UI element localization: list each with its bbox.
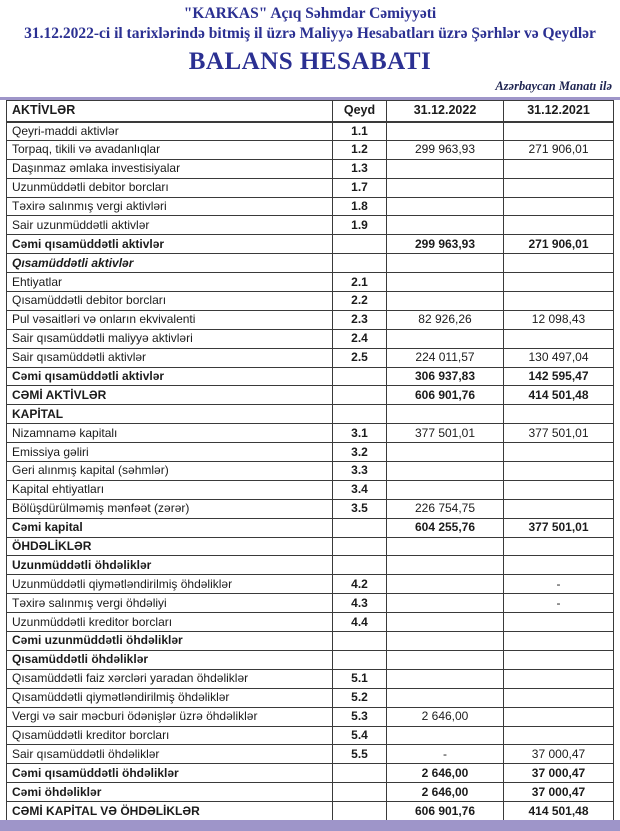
table-row bbox=[7, 632, 614, 651]
row-label-cell: Kapital ehtiyatları bbox=[7, 480, 333, 499]
qeyd-cell: 3.1 bbox=[333, 424, 387, 443]
row-label-cell: Təxirə salınmış vergi öhdəliyi bbox=[7, 594, 333, 613]
value-2021-cell bbox=[504, 480, 614, 499]
row-label-cell: Qısamüddətli debitor borcları bbox=[7, 292, 333, 311]
value-2022-cell bbox=[387, 669, 504, 688]
qeyd-cell bbox=[333, 556, 387, 575]
qeyd-cell: 2.5 bbox=[333, 348, 387, 367]
report-description: 31.12.2022-ci il tarixlərində bitmiş il üzrə Maliyyə Hesabatları üzrə Şərhlər və Qeydlər bbox=[24, 25, 596, 42]
value-2022-cell bbox=[387, 273, 504, 292]
value-2022-cell bbox=[387, 159, 504, 178]
row-label-cell: Uzunmüddətli debitor borcları bbox=[7, 178, 333, 197]
table-row bbox=[7, 216, 614, 235]
currency-note: Azərbaycan Manatı ilə bbox=[495, 79, 612, 93]
qeyd-cell: 4.3 bbox=[333, 594, 387, 613]
value-2021-cell bbox=[504, 632, 614, 651]
row-label-cell: Uzunmüddətli qiymətləndirilmiş öhdəliklər bbox=[7, 575, 333, 594]
value-2021-cell: 377 501,01 bbox=[504, 518, 614, 537]
value-2021-cell bbox=[504, 537, 614, 556]
qeyd-cell: 3.4 bbox=[333, 480, 387, 499]
qeyd-cell: 2.2 bbox=[333, 292, 387, 311]
value-2022-cell bbox=[387, 613, 504, 632]
value-2021-cell: 130 497,04 bbox=[504, 348, 614, 367]
column-header-qeyd: Qeyd bbox=[333, 101, 387, 122]
value-2021-cell bbox=[504, 216, 614, 235]
qeyd-cell: 1.1 bbox=[333, 122, 387, 141]
value-2022-cell: 82 926,26 bbox=[387, 310, 504, 329]
qeyd-cell: 1.9 bbox=[333, 216, 387, 235]
qeyd-cell bbox=[333, 254, 387, 273]
row-label-cell: Sair qısamüddətli öhdəliklər bbox=[7, 745, 333, 764]
row-label-cell: Qısamüddətli faiz xərcləri yaradan öhdəliklər bbox=[7, 669, 333, 688]
value-2022-cell: 2 646,00 bbox=[387, 783, 504, 802]
row-label-cell: Qısamüddətli kreditor borcları bbox=[7, 726, 333, 745]
column-header-aktivler: AKTİVLƏR bbox=[7, 101, 333, 122]
table-row bbox=[7, 499, 614, 518]
table-row bbox=[7, 764, 614, 783]
qeyd-cell bbox=[333, 405, 387, 424]
row-label-cell: Geri alınmış kapital (səhmlər) bbox=[7, 462, 333, 481]
qeyd-cell: 3.3 bbox=[333, 462, 387, 481]
value-2021-cell bbox=[504, 405, 614, 424]
value-2022-cell bbox=[387, 537, 504, 556]
value-2021-cell bbox=[504, 254, 614, 273]
table-row bbox=[7, 348, 614, 367]
table-row bbox=[7, 159, 614, 178]
table-row bbox=[7, 254, 614, 273]
value-2021-cell: - bbox=[504, 594, 614, 613]
qeyd-cell: 3.5 bbox=[333, 499, 387, 518]
value-2021-cell: 271 906,01 bbox=[504, 235, 614, 254]
table-row bbox=[7, 462, 614, 481]
row-label-cell: Sair qısamüddətli maliyyə aktivləri bbox=[7, 329, 333, 348]
row-label-cell: Cəmi öhdəliklər bbox=[7, 783, 333, 802]
value-2022-cell bbox=[387, 178, 504, 197]
qeyd-cell: 1.3 bbox=[333, 159, 387, 178]
value-2022-cell bbox=[387, 197, 504, 216]
qeyd-cell bbox=[333, 367, 387, 386]
value-2022-cell bbox=[387, 122, 504, 141]
table-header-row bbox=[7, 101, 614, 122]
value-2022-cell bbox=[387, 650, 504, 669]
qeyd-cell: 2.1 bbox=[333, 273, 387, 292]
value-2022-cell: 299 963,93 bbox=[387, 140, 504, 159]
row-label-cell: CƏMİ KAPİTAL VƏ ÖHDƏLİKLƏR bbox=[7, 802, 333, 821]
table-row bbox=[7, 367, 614, 386]
qeyd-cell: 4.2 bbox=[333, 575, 387, 594]
qeyd-cell: 1.7 bbox=[333, 178, 387, 197]
table-row bbox=[7, 405, 614, 424]
row-label-cell: Cəmi uzunmüddətli öhdəliklər bbox=[7, 632, 333, 651]
row-label-cell: Qısamüddətli qiymətləndirilmiş öhdəliklər bbox=[7, 688, 333, 707]
row-label-cell: Qeyri-maddi aktivlər bbox=[7, 122, 333, 141]
table-row bbox=[7, 613, 614, 632]
table-row bbox=[7, 235, 614, 254]
qeyd-cell: 2.4 bbox=[333, 329, 387, 348]
qeyd-cell bbox=[333, 632, 387, 651]
qeyd-cell bbox=[333, 386, 387, 405]
table-row bbox=[7, 329, 614, 348]
value-2021-cell: 37 000,47 bbox=[504, 764, 614, 783]
value-2022-cell bbox=[387, 575, 504, 594]
value-2022-cell: 606 901,76 bbox=[387, 802, 504, 821]
value-2021-cell bbox=[504, 499, 614, 518]
qeyd-cell bbox=[333, 802, 387, 821]
value-2022-cell bbox=[387, 632, 504, 651]
row-label-cell: Cəmi qısamüddətli aktivlər bbox=[7, 235, 333, 254]
value-2021-cell: 377 501,01 bbox=[504, 424, 614, 443]
value-2021-cell bbox=[504, 669, 614, 688]
row-label-cell: Cəmi kapital bbox=[7, 518, 333, 537]
value-2022-cell bbox=[387, 329, 504, 348]
table-row bbox=[7, 802, 614, 821]
table-row bbox=[7, 594, 614, 613]
value-2021-cell: 142 595,47 bbox=[504, 367, 614, 386]
row-label-cell: CƏMİ AKTİVLƏR bbox=[7, 386, 333, 405]
value-2022-cell: 2 646,00 bbox=[387, 707, 504, 726]
row-label-cell: Nizamnamə kapitalı bbox=[7, 424, 333, 443]
value-2021-cell: 414 501,48 bbox=[504, 802, 614, 821]
column-header-2022: 31.12.2022 bbox=[387, 101, 504, 122]
table-row bbox=[7, 537, 614, 556]
value-2021-cell bbox=[504, 292, 614, 311]
balance-table-body bbox=[7, 122, 614, 821]
bottom-accent-bar bbox=[0, 820, 620, 831]
row-label-cell: Torpaq, tikili və avadanlıqlar bbox=[7, 140, 333, 159]
row-label-cell: Ehtiyatlar bbox=[7, 273, 333, 292]
table-row bbox=[7, 443, 614, 462]
value-2022-cell bbox=[387, 216, 504, 235]
value-2022-cell: 377 501,01 bbox=[387, 424, 504, 443]
table-row bbox=[7, 386, 614, 405]
value-2022-cell bbox=[387, 292, 504, 311]
row-label-cell: Cəmi qısamüddətli aktivlər bbox=[7, 367, 333, 386]
table-row bbox=[7, 480, 614, 499]
value-2021-cell: 12 098,43 bbox=[504, 310, 614, 329]
value-2021-cell bbox=[504, 613, 614, 632]
value-2022-cell bbox=[387, 443, 504, 462]
table-row bbox=[7, 518, 614, 537]
qeyd-cell bbox=[333, 235, 387, 254]
value-2021-cell: - bbox=[504, 575, 614, 594]
row-label-cell: Bölüşdürülməmiş mənfəət (zərər) bbox=[7, 499, 333, 518]
row-label-cell: Uzunmüddətli öhdəliklər bbox=[7, 556, 333, 575]
qeyd-cell: 2.3 bbox=[333, 310, 387, 329]
table-row bbox=[7, 650, 614, 669]
value-2022-cell bbox=[387, 594, 504, 613]
qeyd-cell: 5.4 bbox=[333, 726, 387, 745]
value-2022-cell: 606 901,76 bbox=[387, 386, 504, 405]
value-2022-cell: 604 255,76 bbox=[387, 518, 504, 537]
value-2021-cell bbox=[504, 159, 614, 178]
value-2022-cell bbox=[387, 254, 504, 273]
value-2021-cell: 37 000,47 bbox=[504, 745, 614, 764]
page-title: BALANS HESABATI bbox=[188, 48, 432, 75]
value-2021-cell bbox=[504, 122, 614, 141]
table-row bbox=[7, 424, 614, 443]
company-name: "KARKAS" Açıq Səhmdar Cəmiyyəti bbox=[183, 5, 437, 22]
table-row bbox=[7, 575, 614, 594]
value-2022-cell bbox=[387, 480, 504, 499]
qeyd-cell bbox=[333, 518, 387, 537]
value-2022-cell bbox=[387, 462, 504, 481]
table-row bbox=[7, 310, 614, 329]
qeyd-cell: 5.5 bbox=[333, 745, 387, 764]
table-row bbox=[7, 783, 614, 802]
value-2021-cell bbox=[504, 178, 614, 197]
value-2022-cell: 226 754,75 bbox=[387, 499, 504, 518]
qeyd-cell bbox=[333, 764, 387, 783]
row-label-cell: Daşınmaz əmlaka investisiyalar bbox=[7, 159, 333, 178]
value-2022-cell: 2 646,00 bbox=[387, 764, 504, 783]
row-label-cell: Sair uzunmüddətli aktivlər bbox=[7, 216, 333, 235]
qeyd-cell: 5.2 bbox=[333, 688, 387, 707]
qeyd-cell: 1.8 bbox=[333, 197, 387, 216]
value-2022-cell bbox=[387, 405, 504, 424]
value-2021-cell bbox=[504, 726, 614, 745]
table-row bbox=[7, 122, 614, 141]
value-2021-cell bbox=[504, 197, 614, 216]
table-row bbox=[7, 726, 614, 745]
qeyd-cell bbox=[333, 650, 387, 669]
column-header-2021: 31.12.2021 bbox=[504, 101, 614, 122]
qeyd-cell: 5.3 bbox=[333, 707, 387, 726]
value-2021-cell bbox=[504, 707, 614, 726]
row-label-cell: Pul vəsaitləri və onların ekvivalenti bbox=[7, 310, 333, 329]
value-2021-cell bbox=[504, 443, 614, 462]
value-2022-cell bbox=[387, 726, 504, 745]
value-2022-cell: 306 937,83 bbox=[387, 367, 504, 386]
row-label-cell: ÖHDƏLİKLƏR bbox=[7, 537, 333, 556]
table-row bbox=[7, 556, 614, 575]
value-2021-cell bbox=[504, 462, 614, 481]
value-2021-cell: 414 501,48 bbox=[504, 386, 614, 405]
value-2021-cell: 37 000,47 bbox=[504, 783, 614, 802]
table-row bbox=[7, 688, 614, 707]
qeyd-cell: 4.4 bbox=[333, 613, 387, 632]
value-2022-cell bbox=[387, 556, 504, 575]
qeyd-cell: 3.2 bbox=[333, 443, 387, 462]
table-row bbox=[7, 178, 614, 197]
row-label-cell: Sair qısamüddətli aktivlər bbox=[7, 348, 333, 367]
table-row bbox=[7, 745, 614, 764]
document-header bbox=[0, 0, 620, 77]
value-2022-cell bbox=[387, 688, 504, 707]
table-row bbox=[7, 197, 614, 216]
row-label-cell: Vergi və sair məcburi ödənişlər üzrə öhdəliklər bbox=[7, 707, 333, 726]
row-label-cell: Təxirə salınmış vergi aktivləri bbox=[7, 197, 333, 216]
value-2021-cell: 271 906,01 bbox=[504, 140, 614, 159]
value-2021-cell bbox=[504, 688, 614, 707]
qeyd-cell bbox=[333, 783, 387, 802]
value-2021-cell bbox=[504, 650, 614, 669]
qeyd-cell: 5.1 bbox=[333, 669, 387, 688]
row-label-cell: Qısamüddətli aktivlər bbox=[7, 254, 333, 273]
table-row bbox=[7, 140, 614, 159]
value-2022-cell: 299 963,93 bbox=[387, 235, 504, 254]
table-row bbox=[7, 273, 614, 292]
qeyd-cell: 1.2 bbox=[333, 140, 387, 159]
value-2021-cell bbox=[504, 556, 614, 575]
row-label-cell: Qısamüddətli öhdəliklər bbox=[7, 650, 333, 669]
value-2022-cell: - bbox=[387, 745, 504, 764]
table-row bbox=[7, 292, 614, 311]
row-label-cell: KAPİTAL bbox=[7, 405, 333, 424]
table-row bbox=[7, 669, 614, 688]
table-row bbox=[7, 707, 614, 726]
value-2021-cell bbox=[504, 329, 614, 348]
qeyd-cell bbox=[333, 537, 387, 556]
value-2022-cell: 224 011,57 bbox=[387, 348, 504, 367]
row-label-cell: Uzunmüddətli kreditor borcları bbox=[7, 613, 333, 632]
balance-sheet-table bbox=[6, 100, 614, 821]
row-label-cell: Cəmi qısamüddətli öhdəliklər bbox=[7, 764, 333, 783]
value-2021-cell bbox=[504, 273, 614, 292]
row-label-cell: Emissiya gəliri bbox=[7, 443, 333, 462]
